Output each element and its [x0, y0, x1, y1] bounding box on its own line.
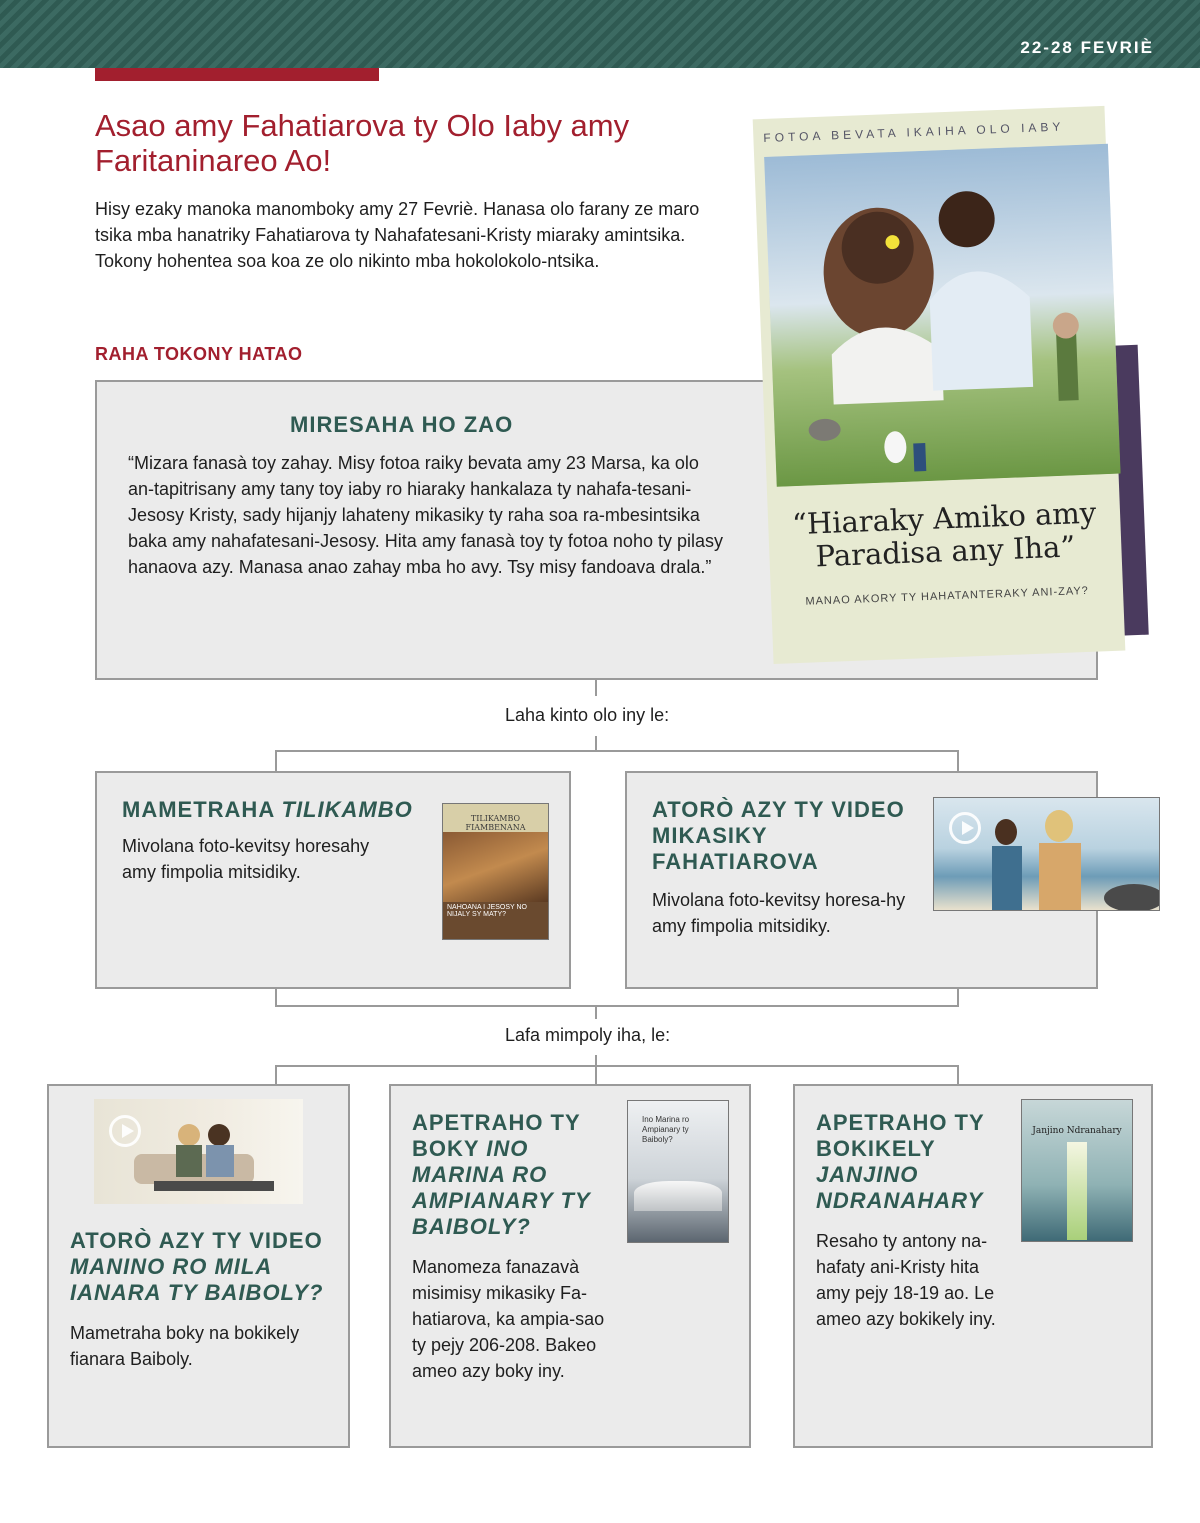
article-intro: Hisy ezaky manoka manomboky amy 27 Fevriè. Hanasa olo farany ze maro tsika mba hanatriky Fahatiarova ty Nahafatesani-Kristy miaraky amintsika. Tokony hohentea soa koa ze olo nikinto mba hokolokolo-ntsika. — [95, 199, 700, 271]
option-text: Mivolana foto-kevitsy horesahy amy fimpolia mitsidiky. — [122, 836, 370, 882]
invitation-card — [753, 105, 1150, 664]
option-heading: ATORÒ AZY TY VIDEO MIKASIKY FAHATIAROVA — [652, 797, 905, 874]
heading-text: APETRAHO TY BOKY — [412, 1110, 581, 1161]
date-range: 22-28 FEVRIÈ — [1020, 38, 1154, 57]
brochure-title: Janjino Ndranahary — [1032, 1126, 1122, 1136]
connector-label-2: Lafa mimpoly iha, le: — [505, 1025, 671, 1045]
header-bar — [0, 0, 1200, 68]
connector-line — [957, 750, 959, 772]
magazine-title: TILIKAMBO FIAMBENANA — [443, 804, 548, 836]
option-heading — [412, 1110, 597, 1240]
magazine-caption: NAHOANA I JESOSY NO NIJALY SY MATY? — [447, 904, 528, 918]
option-text: Resaho ty antony na-hafaty ani-Kristy hita amy pejy 18-19 ao. Le ameo azy bokikely iny. — [816, 1231, 996, 1329]
message-heading: MIRESAHA HO ZAO — [290, 412, 514, 437]
magazine-cover — [442, 803, 549, 940]
book-title: Ino Marina ro Ampianary ty Baiboly? — [642, 1115, 690, 1144]
card-background — [753, 106, 1126, 664]
book-pages-art — [634, 1181, 722, 1211]
heading-emphasis: JANJINO NDRANAHARY — [816, 1162, 984, 1213]
heading-emphasis: TILIKAMBO — [281, 797, 413, 822]
card-top-text: FOTOA BEVATA IKAIHA OLO IABY — [763, 119, 1065, 146]
section-subhead: RAHA TOKONY HATAO — [95, 344, 303, 364]
option-box-bible-video — [47, 1084, 350, 1448]
heading-text: APETRAHO TY BOKIKELY — [816, 1110, 985, 1161]
option-heading — [816, 1110, 1001, 1214]
connector-line — [595, 1005, 597, 1019]
play-icon[interactable] — [109, 1115, 141, 1147]
brochure-cover — [1021, 1099, 1133, 1242]
book-cover — [627, 1100, 729, 1243]
connector-line — [595, 680, 597, 696]
connector-line — [957, 1065, 959, 1085]
option-text: Mametraha boky na bokikely fianara Baiboly. — [70, 1323, 300, 1369]
connector-line — [595, 1055, 597, 1085]
paradise-illustration — [764, 144, 1120, 487]
connector-line — [275, 750, 277, 772]
accent-tab — [95, 68, 379, 81]
connector-line — [275, 1065, 959, 1067]
article-title: Asao amy Fahatiarova ty Olo Iaby amy Faritaninareo Ao! — [95, 108, 630, 178]
option-box-magazine — [95, 771, 571, 989]
heading-text: MAMETRAHA — [122, 797, 282, 822]
option-heading — [122, 797, 413, 823]
video-thumbnail[interactable] — [933, 797, 1160, 911]
connector-line — [275, 750, 959, 752]
option-text: Mivolana foto-kevitsy horesa-hy amy fimpolia mitsidiky. — [652, 890, 906, 936]
card-subtitle: MANAO AKORY TY HAHATANTERAKY ANI-ZAY? — [805, 584, 1090, 608]
connector-label-1: Laha kinto olo iny le: — [505, 705, 670, 725]
heading-emphasis: MANINO RO MILA IANARA TY BAIBOLY? — [70, 1254, 324, 1305]
connector-line — [275, 1005, 959, 1007]
connector-line — [275, 1065, 277, 1085]
video-thumbnail[interactable] — [94, 1099, 303, 1204]
brochure-light-art — [1067, 1142, 1087, 1240]
option-box-book — [389, 1084, 751, 1448]
magazine-art — [443, 832, 548, 902]
option-box-brochure — [793, 1084, 1153, 1448]
heading-text: ATORÒ AZY TY VIDEO — [70, 1228, 323, 1253]
message-text: “Mizara fanasà toy zahay. Misy fotoa raiky bevata amy 23 Marsa, ka olo an-tapitrisany amy tany toy iaby ro hiaraky hankalaza ty nahafa-tesani-Jesosy Kristy, sady hijanjy lahateny mikasiky ty raha soa ra-mbesintsika baka amy nahafatesani-Jesosy. Hita amy fanasà toy ty fotoa noho ty pilasy hanaova azy. Manasa anao zahay mba ho avy. Tsy misy fandoava drala.” — [128, 453, 723, 577]
option-text: Manomeza fanazavà misimisy mikasiky Fa-hatiarova, ka ampia-sao ty pejy 206-208. Bakeo ameo azy boky iny. — [412, 1257, 605, 1381]
heading-emphasis: INO MARINA RO AMPIANARY TY BAIBOLY? — [412, 1136, 591, 1239]
paradise-photo — [764, 144, 1120, 487]
card-title: “Hiaraky Amiko amy Paradisa any Iha” — [791, 495, 1097, 574]
option-heading — [70, 1228, 330, 1306]
play-icon[interactable] — [949, 812, 981, 844]
